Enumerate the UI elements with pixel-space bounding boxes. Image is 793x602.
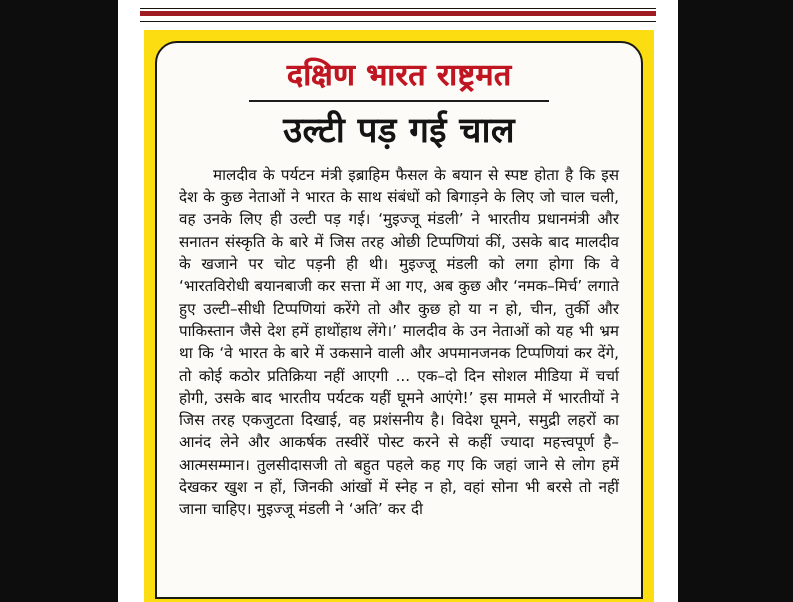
top-rule-ornament xyxy=(140,8,656,24)
article-headline: उल्टी पड़ गई चाल xyxy=(283,110,515,151)
top-rule-line-lower xyxy=(140,8,656,9)
publication-masthead: दक्षिण भारत राष्ट्रमत xyxy=(286,58,512,93)
article-clipping xyxy=(155,41,643,599)
top-rule-red-band xyxy=(140,11,656,16)
top-rule-line-bottom xyxy=(140,21,656,22)
article-body-text: मालदीव के पर्यटन मंत्री इब्राहिम फैसल के बयान से स्पष्ट होता है कि इस देश के कुछ नेताओं ने भारत के साथ संबंधों को बिगाड़ने के लिए जो चाल चली, वह उनके लिए ही उल्टी पड़ गई। ‘मुइज्जू मंडली’ ने भारतीय प्रधानमंत्री और सनातन संस्कृति के बारे में जिस तरह ओछी टिप्पणियां कीं, उसके बाद मालदीव के खजाने पर चोट पड़नी ही थी। मुइज्जू मंडली को लगा होगा कि वे ‘भारतविरोधी बयानबाजी कर सत्ता में आ गए, अब कुछ और ‘नमक–मिर्च’ लगाते हुए उल्टी–सीधी टिप्पणियां करेंगे तो और कुछ हो या न हो, चीन, तुर्की और पाकिस्तान जैसे देश हमें हाथोंहाथ लेंगे।’ मालदीव के उन नेताओं को यह भी भ्रम था कि ‘वे भारत के बारे में उकसाने वाली और अपमानजनक टिप्पणियां कर देंगे, तो कोई कठोर प्रतिक्रिया नहीं आएगी ... एक–दो दिन सोशल मीडिया में चर्चा होगी, उसके बाद भारतीय पर्यटक यहीं घूमने आएंगे!’ इस मामले में भारतीयों ने जिस तरह एकजुटता दिखाई, वह प्रशंसनीय है। विदेश घूमने, समुद्री लहरों का आनंद लेने और आकर्षक तस्वीरें पोस्ट करने से कहीं ज्यादा महत्त्वपूर्ण है– आत्मसम्मान। तुलसीदासजी तो बहुत पहले कह गए कि जहां जाने से लोग हमें देखकर खुश न हों, जिनकी आंखों में स्नेह न हो, वहां सोना भी बरसे तो नहीं जाना चाहिए। मुइज्जू मंडली ने ‘अति’ कर दी xyxy=(179,165,619,519)
newspaper-page xyxy=(118,0,678,602)
masthead-divider xyxy=(249,100,549,102)
article-yellow-frame xyxy=(144,30,654,602)
